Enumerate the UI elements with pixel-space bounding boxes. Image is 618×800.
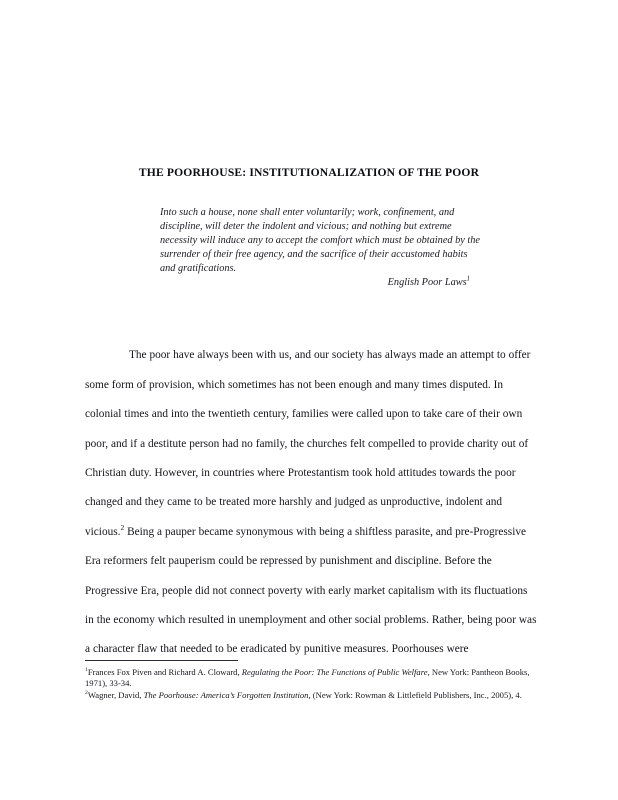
body-paragraph <box>85 341 537 664</box>
body-text-part-1: The poor have always been with us, and our society has always made an attempt to offer some form of provision, which sometimes has not been enough and many times disputed. In colonial times and into the twentieth century, families were called upon to take care of their own poor, and if a destitute person had no family, the churches felt compelled to provide charity out of Christian duty. However, in countries where Protestantism took hold attitudes towards the poor changed and they came to be treated more harshly and judged as unproductive, indolent and vicious. <box>85 349 531 538</box>
footnote-number: 1 <box>85 667 88 674</box>
epigraph-footnote-marker: 1 <box>466 276 470 284</box>
footnote-item <box>85 690 537 701</box>
footnote-number: 2 <box>85 690 88 697</box>
epigraph-source-label: English Poor Laws <box>387 277 467 289</box>
body-text-part-2: Being a pauper became synonymous with being a shiftless parasite, and pre-Progressive Era reformers felt pauperism could be repressed by punishment and discipline. Before the Progressive Era, people did not connect poverty with early market capitalism with its fluctuations in the economy which resulted in unemployment and other social problems. Rather, being poor was a character flaw that needed to be eradicated by punitive measures. Poorhouses were <box>85 525 537 656</box>
epigraph-text: Into such a house, none shall enter voluntarily; work, confinement, and discipline, will deter the indolent and vicious; and nothing but extreme necessity will induce any to accept the comfort which must be obtained by the surrender of their free agency, and the sacrifice of their accustomed habits and gratifications. <box>160 207 480 275</box>
footnote-text-after: , (New York: Rowman & Littlefield Publishers, Inc., 2005), 4. <box>308 690 522 701</box>
epigraph-source <box>160 276 482 290</box>
footnote-text-after: , New York: Pantheon Books, 1971), 33-34. <box>85 667 530 689</box>
body-footnote-marker-2: 2 <box>120 522 125 532</box>
epigraph-block <box>160 206 482 291</box>
footnote-italic-title: The Poorhouse: America’s Forgotten Institution <box>143 690 309 701</box>
footnote-text-before: Wagner, David, <box>87 690 144 701</box>
footnote-italic-title: Regulating the Poor: The Functions of Public Welfare <box>241 667 428 677</box>
footnote-separator-rule <box>85 660 238 661</box>
page-title: THE POORHOUSE: INSTITUTIONALIZATION OF THE POOR <box>138 165 480 179</box>
footnote-text-before: Frances Fox Piven and Richard A. Cloward, <box>87 667 242 677</box>
footnote-item <box>85 667 537 690</box>
footnotes-section <box>85 667 537 702</box>
